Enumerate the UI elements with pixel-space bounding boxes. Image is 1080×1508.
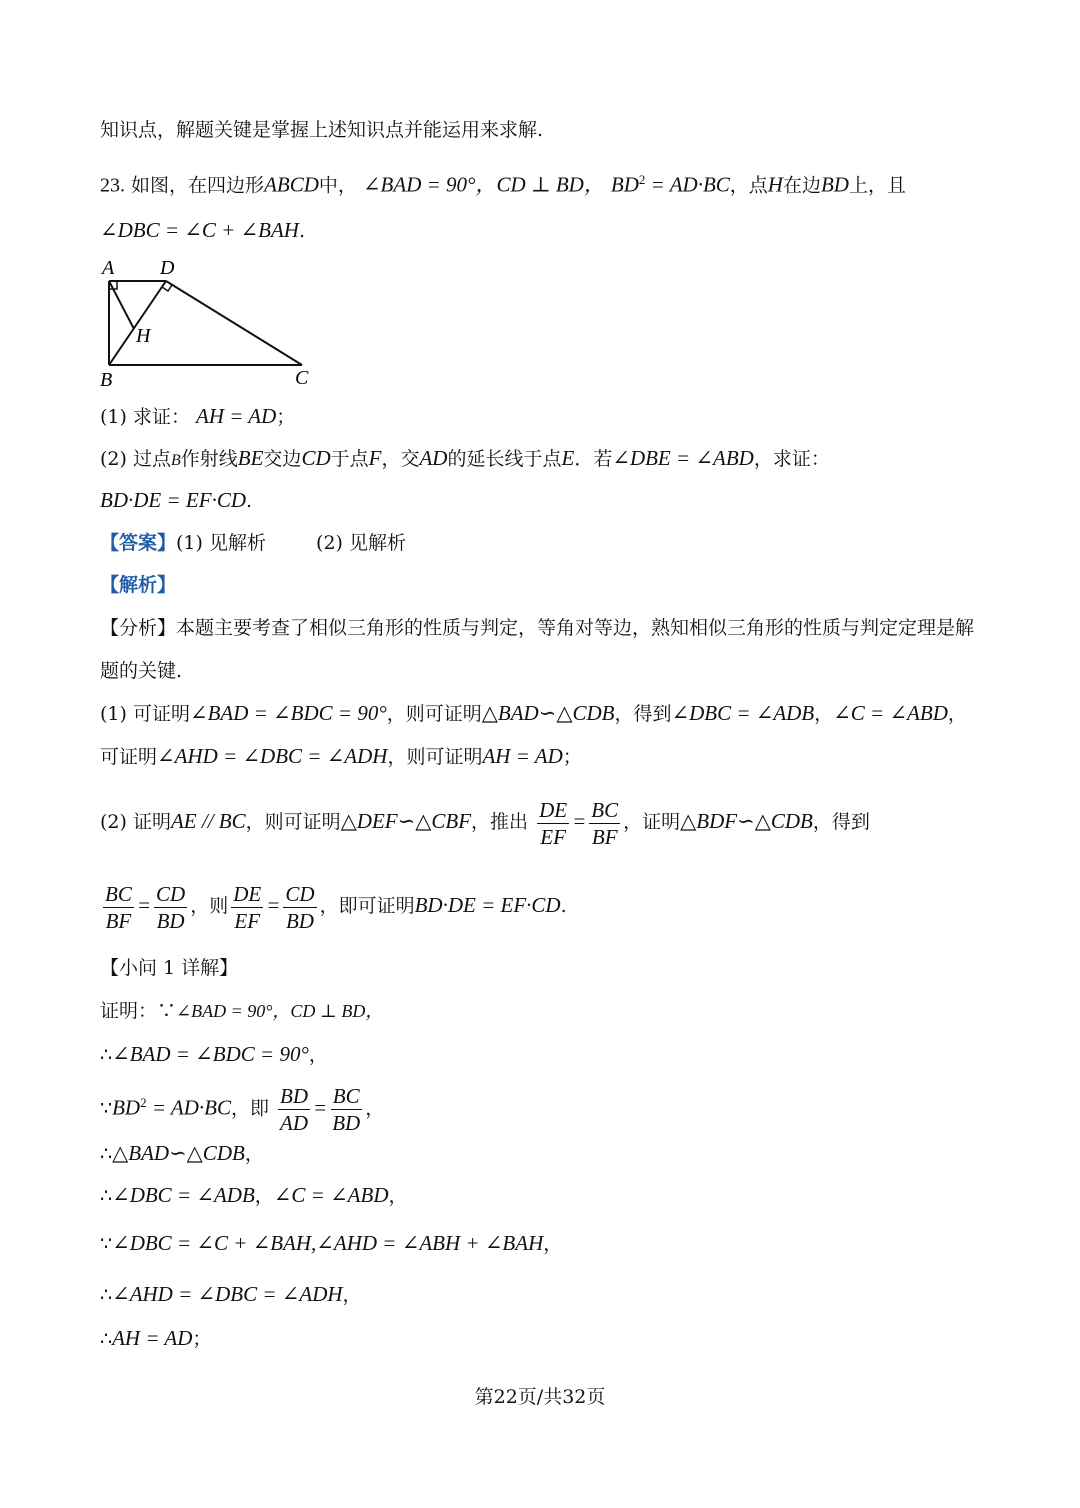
page-footer — [0, 1382, 1080, 1409]
intro-sentence: 知识点，解题关键是掌握上述知识点并能运用来求解. — [100, 119, 544, 141]
math-condition: ∠BAD = 90°，CD ⊥ BD， — [362, 172, 605, 197]
math-point: F — [368, 446, 382, 470]
math-expr: ∠AHD = ∠DBC = ∠ADH — [157, 744, 388, 768]
intro-text — [100, 116, 543, 144]
fenxi-text: 题的关键. — [100, 660, 183, 682]
punct: . — [560, 895, 567, 917]
fraction — [278, 1083, 310, 1136]
label-d: D — [160, 257, 175, 279]
numerator: BC — [332, 1083, 360, 1108]
analysis-2-line-1 — [100, 792, 870, 851]
segment-ah — [109, 281, 134, 329]
question-2 — [100, 444, 830, 475]
numerator: DE — [233, 881, 262, 906]
math-bd: BD — [610, 172, 639, 197]
analysis-text: ，则可证明 — [386, 703, 482, 725]
math-side: BD — [820, 172, 849, 197]
page-number: 第22页/共32页 — [474, 1386, 606, 1408]
analysis-1-line-2 — [100, 742, 582, 771]
question-text: 交边 — [263, 448, 302, 470]
math-bd: BD — [112, 1095, 141, 1120]
question-text: ，求证： — [753, 448, 830, 470]
problem-text: 如图，在四边形 — [131, 174, 265, 197]
numerator: BC — [105, 881, 132, 906]
numerator: BC — [591, 797, 619, 822]
equals: = — [136, 893, 152, 917]
analysis-text: ，证明 — [623, 811, 681, 833]
proof-line-3 — [100, 1074, 384, 1137]
math-point: E — [561, 446, 575, 470]
punct: ， — [342, 1284, 362, 1306]
problem-line-1 — [100, 166, 906, 199]
equals: = — [266, 893, 281, 917]
therefore-symbol: ∴ — [100, 1143, 113, 1165]
denominator: BF — [591, 824, 618, 849]
punct: ； — [562, 746, 582, 768]
punct: ， — [365, 1097, 385, 1120]
numerator: BD — [280, 1083, 309, 1108]
label-c: C — [295, 367, 309, 389]
analysis-text: 可证明 — [100, 746, 158, 768]
segment-dc — [166, 281, 302, 365]
problem-text: 上，且 — [848, 174, 906, 197]
punct: . — [246, 490, 253, 512]
math-side: CD — [301, 446, 331, 470]
question-text: ．若 — [574, 448, 613, 470]
analysis-1-line-1 — [100, 699, 967, 728]
therefore-symbol: ∴ — [100, 1185, 113, 1207]
math-goal: BD·DE = EF·CD — [100, 488, 246, 512]
math-similar: △DEF∽△CBF — [340, 809, 472, 833]
denominator: EF — [234, 908, 261, 933]
equals: = — [572, 809, 587, 833]
math-parallel: AE // BC — [170, 809, 246, 833]
problem-text: 中， — [318, 174, 357, 197]
analysis-2-line-2 — [100, 876, 567, 935]
fraction — [537, 797, 569, 850]
question-2-conclusion — [100, 486, 252, 515]
fenxi-tag: 【分析】 — [100, 617, 177, 639]
denominator: BD — [332, 1110, 361, 1135]
math-similar: △BDF∽△CDB — [680, 809, 813, 833]
fraction — [231, 881, 263, 934]
math-similar: △BAD∽△CDB — [481, 701, 615, 725]
therefore-symbol: ∴ — [100, 1044, 113, 1066]
math-ray: BE — [237, 446, 264, 470]
proof-text: ，即 — [230, 1097, 269, 1120]
analysis-text: ，推出 — [471, 811, 529, 833]
proof-line-5 — [100, 1181, 408, 1210]
punct: ， — [814, 703, 834, 725]
label-h: H — [136, 325, 151, 347]
math-product: = AD·BC — [645, 172, 730, 197]
proof-line-6 — [100, 1229, 562, 1258]
answer-line — [100, 529, 406, 557]
math-ah-ad: AH = AD — [196, 404, 277, 428]
math-goal: BD·DE = EF·CD — [414, 893, 561, 917]
punct: ， — [254, 1185, 274, 1207]
proof-line-4 — [100, 1139, 264, 1168]
numerator: CD — [156, 881, 186, 906]
proof-line-7 — [100, 1280, 362, 1309]
fraction — [330, 1083, 362, 1136]
math-point: B — [170, 452, 181, 469]
math-angle-condition: ∠DBC = ∠C + ∠BAH — [100, 218, 299, 242]
punct: ， — [947, 703, 967, 725]
analysis-text: ，则 — [190, 895, 229, 917]
analysis-text: ，则可证明 — [245, 811, 341, 833]
because-symbol: ∵ — [100, 1097, 113, 1120]
question-text: (2) 过点 — [100, 448, 171, 470]
analysis-text: ，得到 — [614, 703, 672, 725]
math-expr: ∠AHD = ∠DBC = ∠ADH — [112, 1282, 343, 1306]
segment-bd — [109, 281, 166, 365]
proof-line-1 — [100, 997, 383, 1025]
label-a: A — [102, 257, 115, 279]
punct: ； — [192, 1328, 212, 1350]
problem-number: 23. — [100, 174, 125, 197]
punct: ， — [388, 1185, 408, 1207]
fraction — [154, 881, 187, 934]
question-1 — [100, 402, 295, 431]
math-expr: ∠C = ∠ABD — [833, 701, 948, 725]
math-expr: ∠BAD = ∠BDC = 90° — [112, 1042, 309, 1066]
math-superscript: 2 — [140, 1095, 147, 1110]
detail-heading — [100, 954, 238, 982]
math-side: AD — [419, 446, 448, 470]
math-expr: ∠DBC = ∠ADB — [671, 701, 815, 725]
problem-text: 在边 — [782, 174, 821, 197]
math-expr: ∠DBC = ∠C + ∠BAH,∠AHD = ∠ABH + ∠BAH — [112, 1231, 544, 1255]
therefore-symbol: ∴ — [100, 1284, 113, 1306]
question-text: 的延长线于点 — [447, 448, 562, 470]
math-superscript: 2 — [638, 172, 646, 187]
numerator: DE — [539, 797, 568, 822]
math-expr: ∠BAD = ∠BDC = 90° — [189, 701, 387, 725]
math-point: H — [767, 172, 783, 197]
proof-line-2 — [100, 1040, 328, 1069]
denominator: AD — [280, 1110, 309, 1135]
answer-tag: 【答案】 — [100, 532, 177, 554]
math-angle: ∠DBE = ∠ABD — [612, 446, 754, 470]
answer-1: (1) 见解析 — [176, 532, 266, 554]
label-b: B — [100, 369, 113, 391]
fraction — [103, 881, 134, 934]
analysis-text: (2) 证明 — [100, 811, 171, 833]
analysis-text: ，得到 — [812, 811, 870, 833]
denominator: EF — [540, 824, 566, 849]
fenxi-line-1 — [100, 614, 974, 642]
proof-text: 证明：∵ — [100, 1000, 177, 1022]
equals: = — [313, 1095, 328, 1120]
detail-tag: 【小问 1 详解】 — [100, 957, 239, 979]
denominator: BF — [105, 908, 132, 933]
geometry-figure — [96, 256, 326, 392]
fenxi-text: 本题主要考查了相似三角形的性质与判定，等角对等边，熟知相似三角形的性质与判定定理是解 — [176, 617, 975, 639]
fraction — [589, 797, 620, 850]
punct: ， — [244, 1143, 264, 1165]
analysis-text: (1) 可证明 — [100, 703, 190, 725]
answer-2: (2) 见解析 — [316, 532, 406, 554]
proof-line-8 — [100, 1324, 211, 1353]
math-expr: AH = AD — [112, 1326, 193, 1350]
math-similar: △BAD∽△CDB — [112, 1141, 245, 1165]
question-text: 作射线 — [180, 448, 238, 470]
math-expr: AH = AD — [482, 744, 563, 768]
punct: ； — [276, 406, 296, 428]
math-product: = AD·BC — [146, 1095, 231, 1120]
fraction — [283, 881, 316, 934]
punct: ， — [308, 1044, 328, 1066]
punct: ， — [543, 1233, 563, 1255]
math-quad: ABCD — [264, 172, 319, 197]
problem-line-2 — [100, 216, 305, 245]
problem-text: ，点 — [729, 174, 768, 197]
fenxi-line-2 — [100, 657, 182, 685]
math-expr: ∠C = ∠ABD — [273, 1183, 389, 1207]
question-text: ，交 — [381, 448, 420, 470]
math-expr: ∠DBC = ∠ADB — [112, 1183, 255, 1207]
therefore-symbol: ∴ — [100, 1328, 113, 1350]
math-expr: ∠BAD = 90°，CD ⊥ BD， — [176, 1001, 384, 1021]
analysis-tag: 【解析】 — [100, 574, 177, 596]
numerator: CD — [285, 881, 315, 906]
punct: . — [298, 220, 306, 242]
denominator: BD — [156, 908, 185, 933]
question-text: 于点 — [330, 448, 369, 470]
denominator: BD — [285, 908, 314, 933]
because-symbol: ∵ — [100, 1233, 113, 1255]
analysis-text: ，即可证明 — [319, 895, 415, 917]
analysis-heading — [100, 571, 176, 599]
question-label: (1) 求证： — [100, 406, 190, 428]
analysis-text: ，则可证明 — [387, 746, 483, 768]
